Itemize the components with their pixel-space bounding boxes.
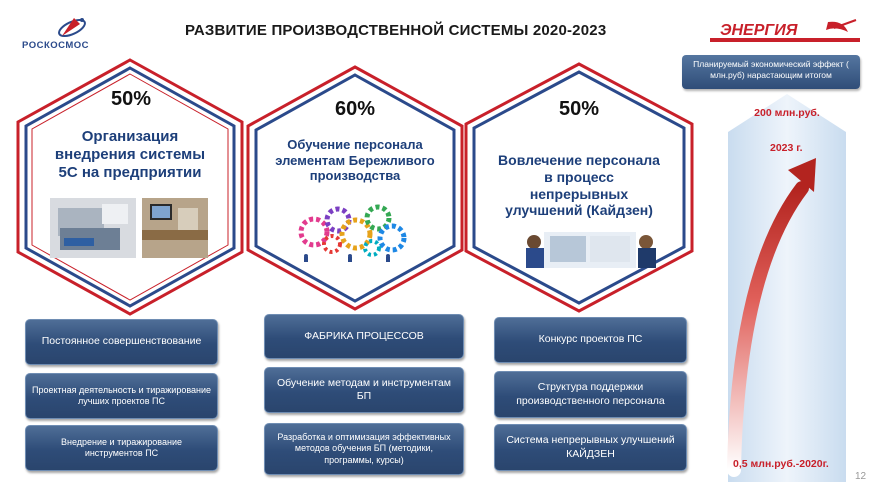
hexagon-2-title-line: производства [309, 168, 401, 184]
workshop-photo-image [50, 198, 136, 258]
kaizen-photo-image [520, 228, 660, 272]
hexagon-2-percent: 60% [334, 98, 376, 120]
hexagon-1-title [30, 128, 230, 182]
hexagon-1-title-line: Организация [81, 128, 179, 145]
hexagon-1-percent: 50% [110, 88, 152, 110]
hexagon-3-title [476, 152, 682, 219]
pill-lean-training: Обучение методам и инструментам БП [264, 367, 464, 413]
pill-ps-tools: Внедрение и тиражирование инструментов ПС [25, 425, 218, 471]
hexagon-2-title-line: элементам Бережливого [275, 152, 435, 168]
pill-ps-contest: Конкурс проектов ПС [494, 317, 687, 363]
hexagon-3-title-line: в процесс [544, 168, 614, 185]
hexagon-3-title-line: Вовлечение персонала [498, 152, 660, 168]
effect-bottom-value: 0,5 млн.руб.-2020г. [733, 458, 829, 470]
hexagon-1-title-line: внедрения системы [54, 146, 206, 163]
energia-logo-icon [708, 18, 863, 48]
effect-top-year: 2023 г. [770, 142, 803, 154]
pill-lean-methods: Разработка и оптимизация эффективных методов обучения БП (методики, программы, курсы) [264, 423, 464, 475]
hexagon-2-title-line: Обучение персонала [287, 137, 423, 152]
page-number: 12 [855, 471, 867, 482]
hexagon-1-title-line: 5С на предприятии [58, 164, 202, 181]
page-title: РАЗВИТИЕ ПРОИЗВОДСТВЕННОЙ СИСТЕМЫ 2020-2023 [185, 22, 607, 39]
hexagon-3-title-line: непрерывных [529, 185, 629, 202]
effect-label-box: Планируемый экономический эффект ( млн.руб) нарастающим итогом [682, 55, 860, 89]
pill-kaizen-system: Система непрерывных улучшений КАЙДЗЕН [494, 424, 687, 471]
hexagon-3-percent: 50% [558, 98, 600, 120]
hexagon-3-title-line: улучшений (Кайдзен) [505, 202, 653, 219]
pill-process-factory: ФАБРИКА ПРОЦЕССОВ [264, 314, 464, 359]
roscosmos-logo-text: РОСКОСМОС [22, 40, 90, 51]
pill-project-activity: Проектная деятельность и тиражирование лучших проектов ПС [25, 373, 218, 419]
hexagon-2-title [254, 137, 456, 184]
pill-support-structure: Структура поддержки производственного персонала [494, 371, 687, 418]
gears-icon [292, 200, 416, 262]
pill-continuous-improvement: Постоянное совершенствование [25, 319, 218, 365]
office-photo-image [142, 198, 208, 258]
effect-top-value: 200 млн.руб. [754, 107, 820, 119]
energia-logo-text: ЭНЕРГИЯ [720, 22, 798, 39]
